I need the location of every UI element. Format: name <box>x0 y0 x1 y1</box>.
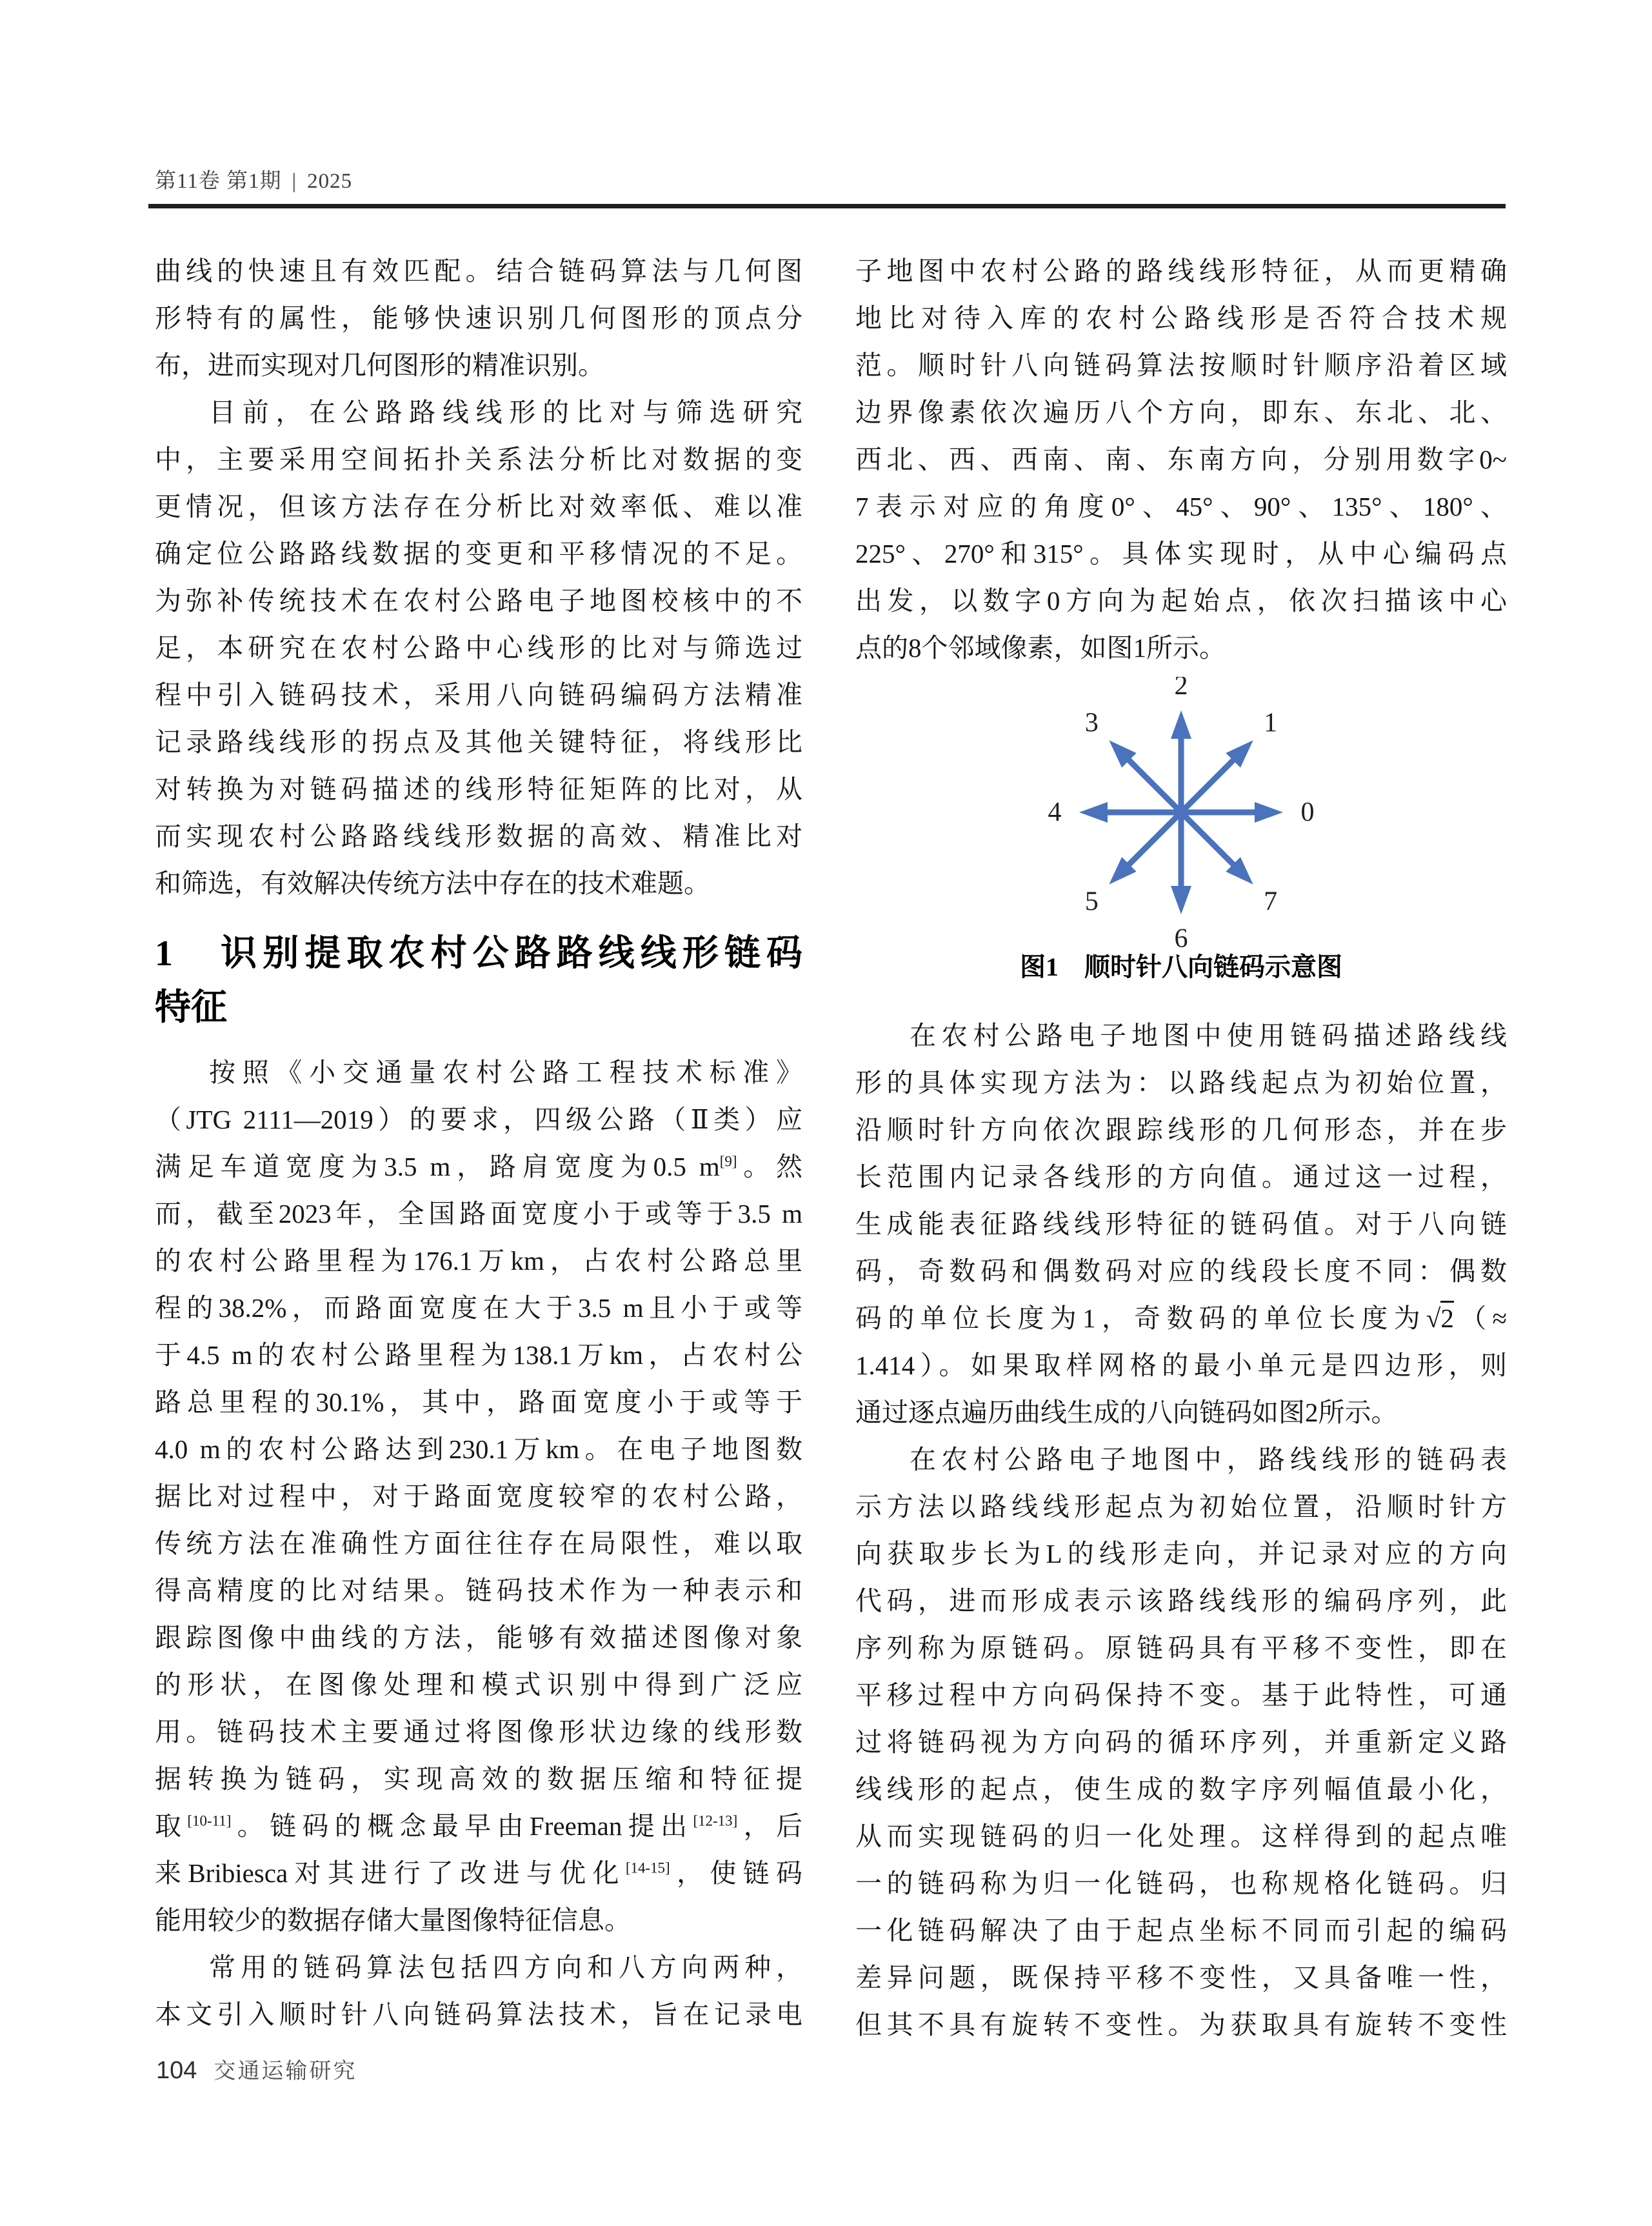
text-line: 平移过程中方向码保持不变。基于此特性，可通 <box>855 1680 1507 1710</box>
text-line: 中，主要采用空间拓扑关系法分析比对数据的变 <box>155 445 802 474</box>
right-column-text-bottom <box>855 1012 1507 2049</box>
volume-issue-label: 第11卷 第1期 <box>155 170 282 193</box>
heading-line: 1 识别提取农村公路路线线形链码 <box>155 934 802 974</box>
sqrt-2: √2 <box>1426 1301 1454 1333</box>
page-number: 104 <box>156 2057 197 2084</box>
text-line: 1.414）。如果取样网格的最小单元是四边形，则 <box>855 1350 1507 1380</box>
text-line: 一的链码称为归一化链码，也称规格化链码。归 <box>855 1869 1507 1898</box>
year-label: 2025 <box>307 170 353 193</box>
text-line: 而实现农村公路路线线形数据的高效、精准比对 <box>155 821 802 851</box>
paragraph <box>155 1944 802 2038</box>
text-line: 能用较少的数据存储大量图像特征信息。 <box>155 1905 631 1935</box>
text-line: 示方法以路线线形起点为初始位置，沿顺时针方 <box>855 1492 1507 1521</box>
section-heading <box>155 927 802 1035</box>
text-line: 一化链码解决了由于起点坐标不同而引起的编码 <box>855 1916 1507 1945</box>
text-line: 确定位公路路线数据的变更和平移情况的不足。 <box>155 539 802 568</box>
chain-code-diagram <box>1039 677 1323 948</box>
paragraph <box>855 1436 1507 2049</box>
header-rule <box>148 204 1506 208</box>
right-column-text-top <box>855 248 1507 672</box>
text-line: 曲线的快速且有效匹配。结合链码算法与几何图 <box>155 256 802 286</box>
text-line: 地比对待入库的农村公路线形是否符合技术规 <box>855 303 1507 333</box>
text-line: 长范围内记录各线形的方向值。通过这一过程， <box>855 1162 1507 1192</box>
text-line: 取[10-11]。链码的概念最早由Freeman提出[12-13]，后 <box>155 1811 802 1841</box>
reference-superscript: [9] <box>719 1153 737 1170</box>
direction-arrow-head <box>1079 802 1108 823</box>
figure-chain-code <box>855 677 1507 983</box>
journal-header <box>155 164 352 194</box>
left-column <box>155 248 802 2038</box>
text-line: 用。链码技术主要通过将图像形状边缘的线形数 <box>155 1717 802 1747</box>
text-line: 的形状，在图像处理和模式识别中得到广泛应 <box>155 1670 802 1700</box>
direction-code-label: 2 <box>1174 677 1188 701</box>
text-line: 在农村公路电子地图中，路线线形的链码表 <box>910 1445 1507 1474</box>
text-line: 范。顺时针八向链码算法按顺时针顺序沿着区域 <box>855 350 1507 380</box>
text-line: 边界像素依次遍历八个方向，即东、东北、北、 <box>855 397 1507 427</box>
text-line: 程中引入链码技术，采用八向链码编码方法精准 <box>155 680 802 710</box>
text-line: 按照《小交通量农村公路工程技术标准》 <box>209 1058 802 1087</box>
paragraph <box>855 1012 1507 1436</box>
text-line: 本文引入顺时针八向链码算法技术，旨在记录电 <box>155 2000 802 2029</box>
right-column <box>855 248 1507 2049</box>
text-line: 序列称为原链码。原链码具有平移不变性，即在 <box>855 1633 1507 1663</box>
text-line: 而，截至2023年，全国路面宽度小于或等于3.5 m <box>155 1199 802 1228</box>
text-line: 出发，以数字0方向为起始点，依次扫描该中心 <box>855 586 1507 616</box>
text-line: 得高精度的比对结果。链码技术作为一种表示和 <box>155 1576 802 1605</box>
text-line: 码，奇数码和偶数码对应的线段长度不同：偶数 <box>855 1256 1507 1286</box>
text-line: 从而实现链码的归一化处理。这样得到的起点唯 <box>855 1821 1507 1851</box>
direction-arrow-shaft <box>1126 812 1181 868</box>
direction-code-label: 7 <box>1264 887 1278 917</box>
direction-arrow-shaft <box>1126 757 1181 812</box>
text-line: 子地图中农村公路的路线线形特征，从而更精确 <box>855 256 1507 286</box>
text-line: 和筛选，有效解决传统方法中存在的技术难题。 <box>155 868 710 898</box>
text-line: 据转换为链码，实现高效的数据压缩和特征提 <box>155 1764 802 1794</box>
text-line: 对转换为对链码描述的线形特征矩阵的比对，从 <box>155 774 802 804</box>
text-line: 差异问题，既保持平移不变性，又具备唯一性， <box>855 1963 1507 1992</box>
journal-name: 交通运输研究 <box>214 2059 357 2083</box>
text-line: 225°、270°和315°。具体实现时，从中心编码点 <box>855 539 1507 568</box>
text-line: 代码，进而形成表示该路线线形的编码序列，此 <box>855 1586 1507 1616</box>
paragraph <box>855 248 1507 672</box>
paragraph <box>155 248 802 389</box>
direction-code-label: 3 <box>1084 708 1099 738</box>
text-line: 程的38.2%，而路面宽度在大于3.5 m且小于或等 <box>155 1293 802 1323</box>
text-line: 的农村公路里程为176.1万km，占农村公路总里 <box>155 1246 802 1276</box>
text-line: 7表示对应的角度0°、45°、90°、135°、180°、 <box>855 492 1507 521</box>
direction-arrow-head <box>1171 710 1191 739</box>
text-line: 传统方法在准确性方面往往存在局限性，难以取 <box>155 1529 802 1558</box>
text-line: 跟踪图像中曲线的方法，能够有效描述图像对象 <box>155 1623 802 1652</box>
text-line: 更情况，但该方法存在分析比对效率低、难以准 <box>155 492 802 521</box>
text-line: 目前，在公路路线线形的比对与筛选研究 <box>209 397 802 427</box>
text-line: 点的8个邻域像素，如图1所示。 <box>855 633 1226 663</box>
text-line: 足，本研究在农村公路中心线形的比对与筛选过 <box>155 633 802 663</box>
paragraph <box>155 1049 802 1944</box>
direction-code-label: 6 <box>1174 924 1188 948</box>
reference-superscript: [14-15] <box>625 1860 670 1876</box>
direction-code-label: 5 <box>1084 887 1099 917</box>
text-line: 记录路线线形的拐点及其他关键特征，将线形比 <box>155 727 802 757</box>
text-line: 4.0 m的农村公路达到230.1万km。在电子地图数 <box>155 1434 802 1464</box>
text-line: 向获取步长为L的线形走向，并记录对应的方向 <box>855 1539 1507 1569</box>
text-line: 布，进而实现对几何图形的精准识别。 <box>155 350 604 380</box>
text-line: 来Bribiesca对其进行了改进与优化[14-15]，使链码 <box>155 1858 802 1888</box>
text-line: 通过逐点遍历曲线生成的八向链码如图2所示。 <box>855 1398 1398 1427</box>
text-line: 满足车道宽度为3.5 m，路肩宽度为0.5 m[9]。然 <box>155 1152 803 1181</box>
text-line: 据比对过程中，对于路面宽度较窄的农村公路， <box>155 1481 802 1511</box>
direction-code-label: 0 <box>1300 797 1315 827</box>
direction-arrow-shaft <box>1181 757 1237 812</box>
direction-arrow-head <box>1255 802 1283 823</box>
text-line: 但其不具有旋转不变性。为获取具有旋转不变性 <box>855 2010 1507 2040</box>
direction-arrow-head <box>1171 886 1191 914</box>
text-line: 形的具体实现方法为：以路线起点为初始位置， <box>855 1068 1507 1098</box>
text-line: 路总里程的30.1%，其中，路面宽度小于或等于 <box>155 1387 802 1417</box>
page-footer <box>156 2053 357 2085</box>
direction-code-label: 1 <box>1264 708 1278 738</box>
left-column-text <box>155 248 802 2038</box>
heading-line: 特征 <box>155 988 227 1028</box>
direction-code-label: 4 <box>1048 797 1062 827</box>
text-line: 线线形的起点，使生成的数字序列幅值最小化， <box>855 1774 1507 1804</box>
text-line: 形特有的属性，能够快速识别几何图形的顶点分 <box>155 303 802 333</box>
text-line: 生成能表征路线线形特征的链码值。对于八向链 <box>855 1209 1507 1239</box>
reference-superscript: [10-11] <box>187 1812 232 1829</box>
header-divider: | <box>292 170 297 193</box>
reference-superscript: [12-13] <box>693 1812 738 1829</box>
text-line: 沿顺时针方向依次跟踪线形的几何形态，并在步 <box>855 1115 1507 1145</box>
direction-arrow-shaft <box>1181 812 1237 868</box>
figure-caption: 图1 顺时针八向链码示意图 <box>1020 952 1342 981</box>
text-line: 在农村公路电子地图中使用链码描述路线线 <box>910 1021 1507 1050</box>
text-line: 码的单位长度为1，奇数码的单位长度为√2（≈ <box>855 1295 1507 1342</box>
text-line: 常用的链码算法包括四方向和八方向两种， <box>209 1952 802 1982</box>
paragraph <box>155 389 802 907</box>
text-line: 为弥补传统技术在农村公路电子地图校核中的不 <box>155 586 802 616</box>
text-line: 过将链码视为方向码的循环序列，并重新定义路 <box>855 1727 1507 1757</box>
text-line: 于4.5 m的农村公路里程为138.1万km，占农村公 <box>155 1340 802 1370</box>
text-line: （JTG 2111—2019）的要求，四级公路（Ⅱ类）应 <box>155 1105 802 1134</box>
text-line: 西北、西、西南、南、东南方向，分别用数字0~ <box>855 445 1507 474</box>
